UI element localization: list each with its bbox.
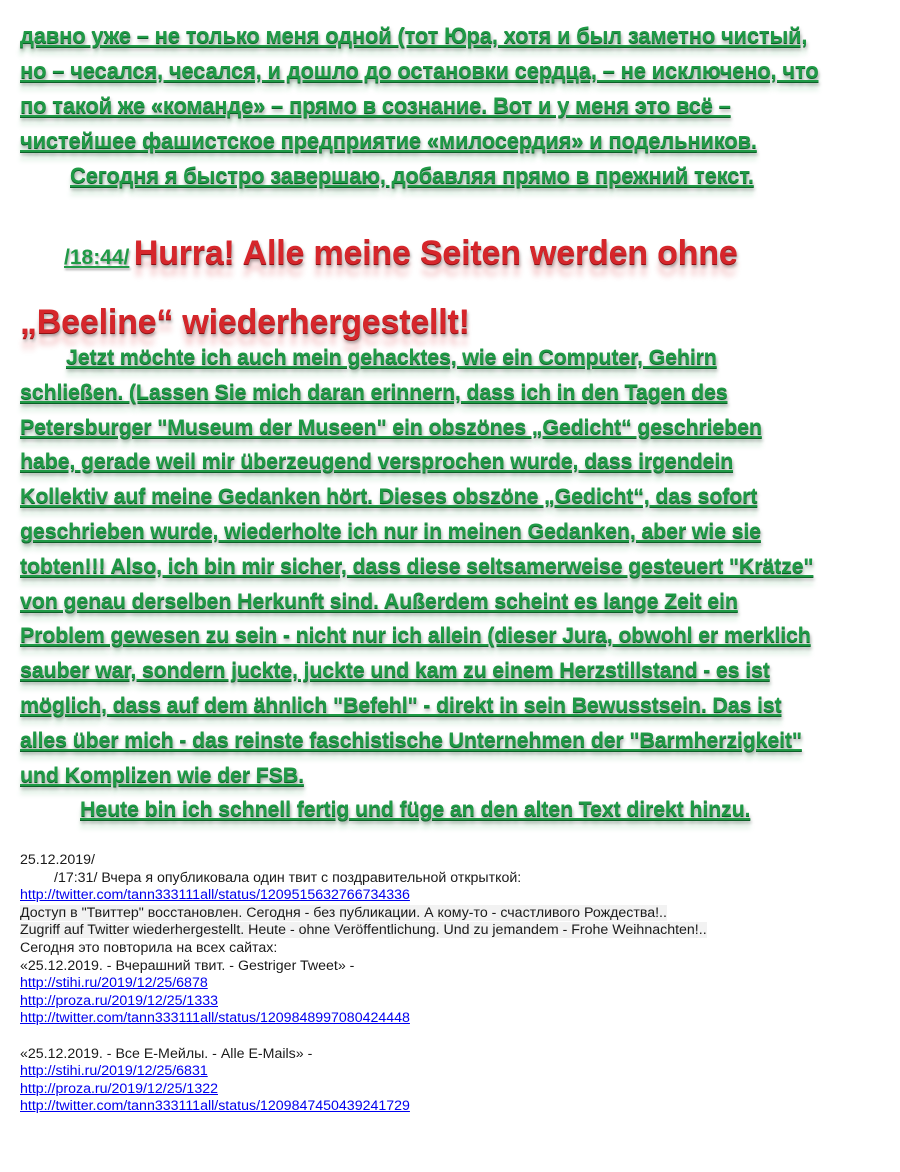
heading-line-1: Hurra! Alle meine Seiten werden ohne — [133, 234, 738, 272]
text-line: Jetzt möchte ich auch mein gehacktes, wie ein Computer, Gehirn — [66, 345, 717, 369]
text-line: und Komplizen wie der FSB. — [20, 762, 304, 787]
entry-block — [20, 852, 890, 1116]
text-line: habe, gerade weil mir überzeugend versprochen wurde, dass irgendein — [20, 449, 734, 474]
twitter-link[interactable]: http://twitter.com/tann333111all/status/1209847450439241729 — [20, 1098, 410, 1115]
stihi-link[interactable]: http://stihi.ru/2019/12/25/6878 — [20, 975, 208, 992]
proza-link[interactable]: http://proza.ru/2019/12/25/1333 — [20, 992, 218, 1009]
heading-line-2: „Beeline“ wiederhergestellt! — [20, 303, 470, 341]
text-line: давно уже – не только меня одной (тот Юра, хотя и был заметно чистый, — [20, 23, 808, 48]
text-line: но – чесался, чесался, и дошло до остановки сердца, – не исключено, что — [20, 58, 819, 83]
text-line: чистейшее фашистское предприятие «милосердия» и подельников. — [20, 128, 757, 153]
russian-note: Доступ в "Твиттер" восстановлен. Сегодня - без публикации. А кому-то - счастливого Рождества!.. — [20, 904, 667, 921]
twitter-link[interactable]: http://twitter.com/tann333111all/status/1209848997080424448 — [20, 1010, 410, 1027]
twitter-link[interactable]: http://twitter.com/tann333111all/status/1209515632766734336 — [20, 887, 410, 904]
text-line: Сегодня я быстро завершаю, добавляя прямо в прежний текст. — [70, 163, 754, 188]
text-line: Kollektiv auf meine Gedanken hört. Dieses obszöne „Gedicht“, das sofort — [20, 484, 758, 509]
group-title: «25.12.2019. - Вчерашний твит. - Gestriger Tweet» - — [20, 957, 355, 974]
heading-time: /18:44/ — [64, 246, 130, 269]
text-line: Heute bin ich schnell fertig und füge an den alten Text direkt hinzu. — [80, 797, 751, 822]
text-line: Problem gewesen zu sein - nicht nur ich allein (dieser Jura, obwohl er merklich — [20, 623, 811, 648]
entry-intro: /17:31/ Вчера я опубликовала один твит с поздравительной открыткой: — [54, 869, 522, 886]
text-line: geschrieben wurde, wiederholte ich nur in meinen Gedanken, aber wie sie — [20, 518, 761, 543]
stihi-link[interactable]: http://stihi.ru/2019/12/25/6831 — [20, 1063, 208, 1080]
text-line: alles über mich - das reinste faschistische Unternehmen der "Barmherzigkeit" — [20, 727, 802, 752]
text-line: möglich, dass auf dem ähnlich "Befehl" - direkt in sein Bewusstsein. Das ist — [20, 692, 782, 717]
text-line: tobten!!! Also, ich bin mir sicher, dass diese seltsamerweise gesteuert "Krätze" — [20, 553, 814, 578]
text-line: Petersburger "Museum der Museen" ein obszönes „Gedicht“ geschrieben — [20, 414, 762, 439]
text-line: schließen. (Lassen Sie mich daran erinnern, dass ich in den Tagen des — [20, 379, 728, 404]
german-note: Zugriff auf Twitter wiederhergestellt. Heute - ohne Veröffentlichung. Und zu jemandem - Frohe Weihnachten!.. — [20, 922, 707, 939]
entry-date: 25.12.2019/ — [20, 852, 95, 868]
german-paragraph — [20, 340, 890, 827]
repeat-note: Сегодня это повторила на всех сайтах: — [20, 939, 278, 956]
group-title: «25.12.2019. - Все E-Мейлы. - Alle E-Mails» - — [20, 1045, 313, 1062]
text-line: sauber war, sondern juckte, juckte und kam zu einem Herzstillstand - es ist — [20, 658, 770, 683]
text-line: von genau derselben Herkunft sind. Außerdem scheint es lange Zeit ein — [20, 588, 738, 613]
spacer — [20, 1028, 890, 1046]
russian-paragraph — [20, 18, 890, 193]
text-line: по такой же «команде» – прямо в сознание. Вот и у меня это всё – — [20, 93, 731, 118]
proza-link[interactable]: http://proza.ru/2019/12/25/1322 — [20, 1080, 218, 1097]
